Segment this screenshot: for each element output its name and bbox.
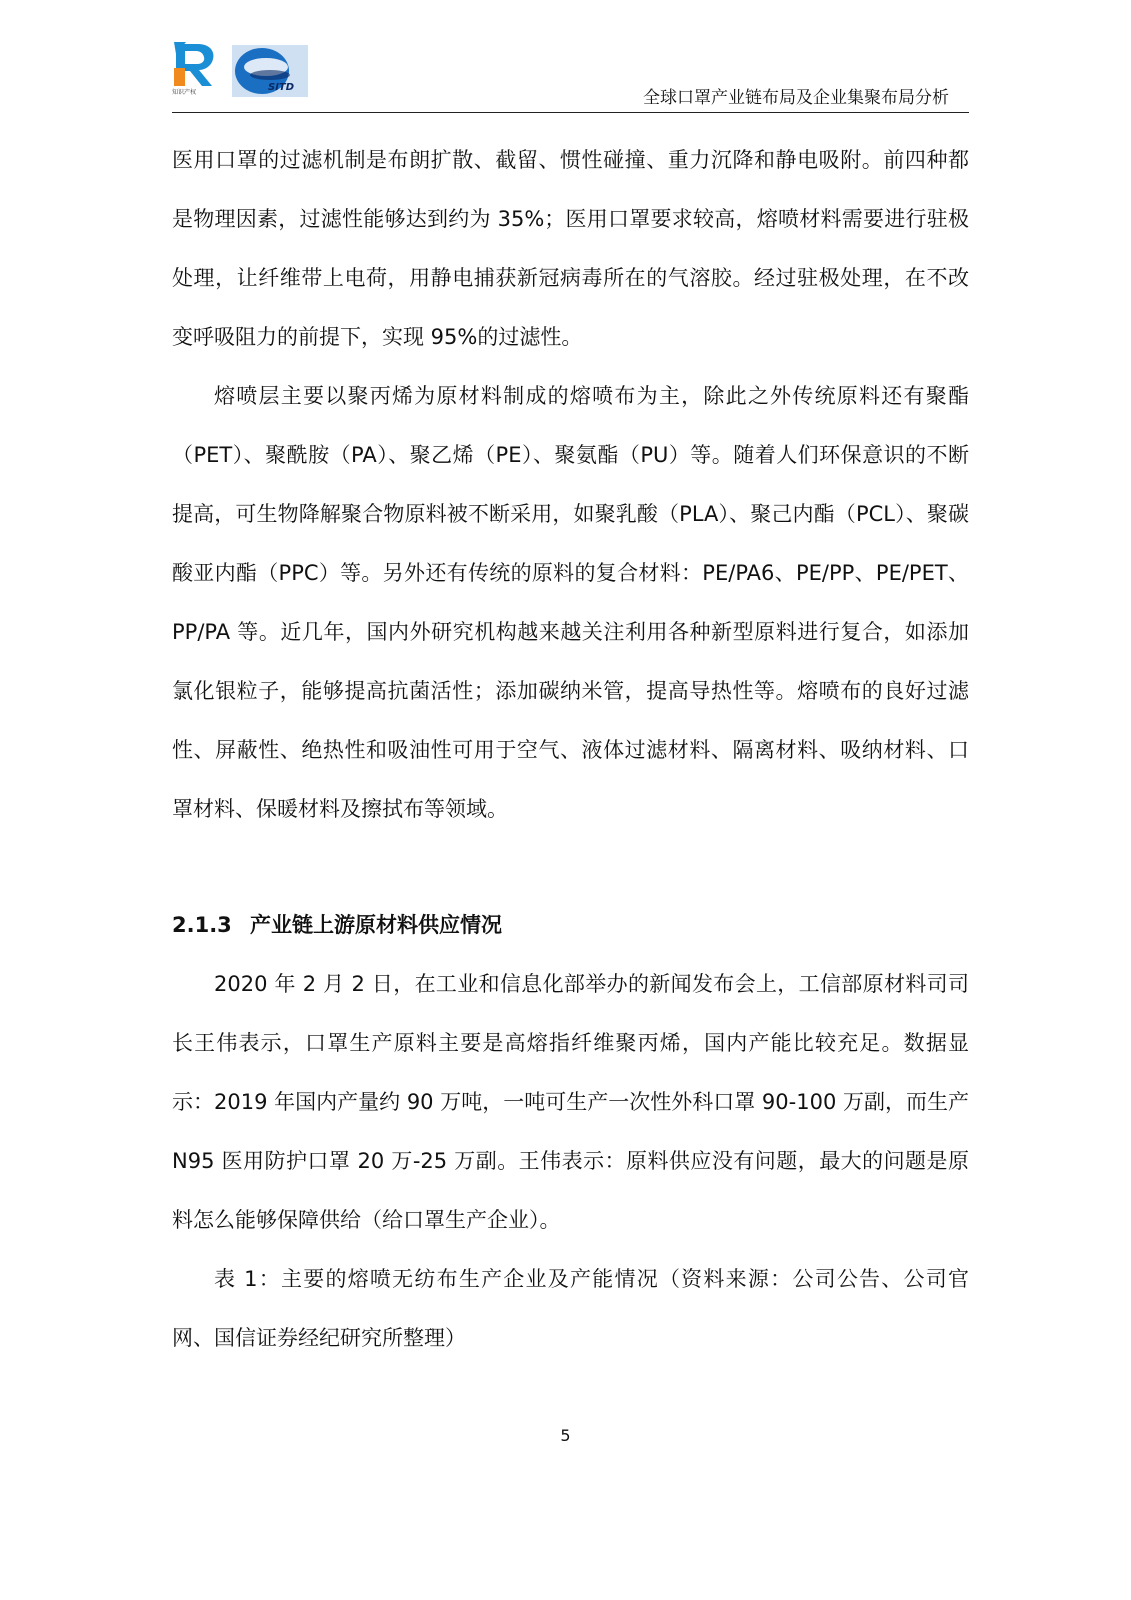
- section-title: 产业链上游原材料供应情况: [250, 913, 502, 937]
- page-number: 5: [560, 1426, 571, 1445]
- page-content: [172, 131, 969, 1368]
- paragraph-meltblown-materials: 熔喷层主要以聚丙烯为原材料制成的熔喷布为主，除此之外传统原料还有聚酯（PET）、聚酰胺（PA）、聚乙烯（PE）、聚氨酯（PU）等。随着人们环保意识的不断提高，可生物降解聚合物原料被不断采用，如聚乳酸（PLA）、聚己内酯（PCL）、聚碳酸亚内酯（PPC）等。另外还有传统的原料的复合材料：PE/PA6、PE/PP、PE/PET、PP/PA 等。近几年，国内外研究机构越来越关注利用各种新型原料进行复合，如添加氯化银粒子，能够提高抗菌活性；添加碳纳米管，提高导热性等。熔喷布的良好过滤性、屏蔽性、绝热性和吸油性可用于空气、液体过滤材料、隔离材料、吸纳材料、口罩材料、保暖材料及擦拭布等领域。: [172, 384, 969, 821]
- logo-caption: 知识产权: [172, 89, 197, 96]
- table-caption: 表 1：主要的熔喷无纺布生产企业及产能情况（资料来源：公司公告、公司官网、国信证券经纪研究所整理）: [172, 1267, 969, 1350]
- paragraph-supply: 2020 年 2 月 2 日，在工业和信息化部举办的新闻发布会上，工信部原材料司司长王伟表示，口罩生产原料主要是高熔指纤维聚丙烯，国内产能比较充足。数据显示：2019 年国内产量约 90 万吨，一吨可生产一次性外科口罩 90-100 万副，而生产 N95 医用防护口罩 20 万-25 万副。王伟表示：原料供应没有问题，最大的问题是原料怎么能够保障供给（给口罩生产企业）。: [172, 972, 969, 1232]
- section-heading: [172, 896, 969, 955]
- page-header: [172, 40, 969, 113]
- sitd-logo-text: SITD: [268, 82, 295, 93]
- section-number: 2.1.3: [172, 913, 232, 937]
- paragraph-filtration: 医用口罩的过滤机制是布朗扩散、截留、惯性碰撞、重力沉降和静电吸附。前四种都是物理因素，过滤性能够达到约为 35%；医用口罩要求较高，熔喷材料需要进行驻极处理，让纤维带上电荷，用静电捕获新冠病毒所在的气溶胶。经过驻极处理，在不改变呼吸阻力的前提下，实现 95%的过滤性。: [172, 148, 969, 349]
- header-title: 全球口罩产业链布局及企业集聚布局分析: [643, 88, 949, 108]
